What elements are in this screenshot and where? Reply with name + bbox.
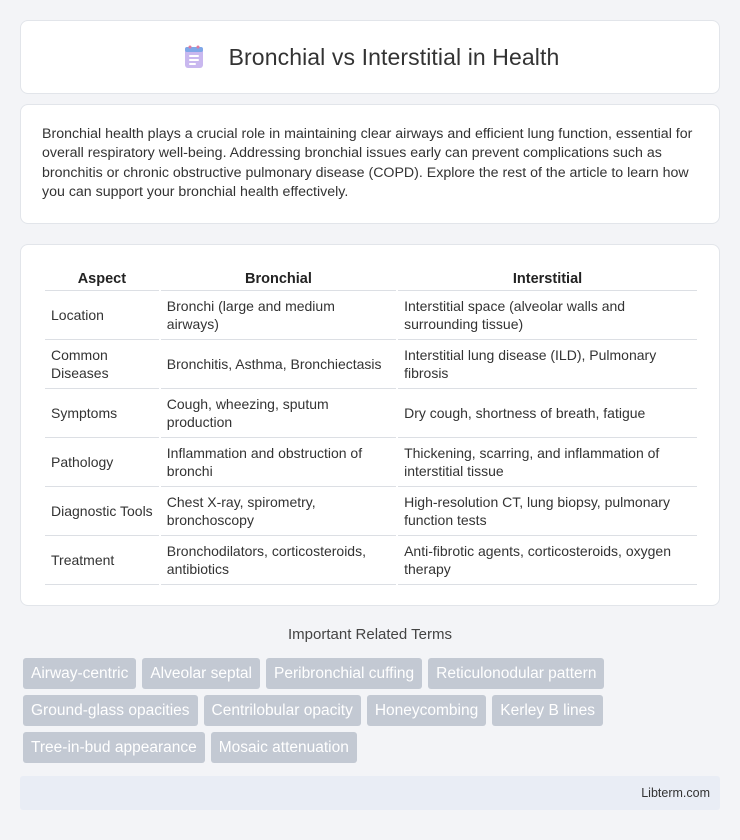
table-cell: Pathology <box>45 438 159 487</box>
related-terms-list <box>23 658 723 769</box>
table-header-row <box>45 265 697 291</box>
table-row <box>45 389 697 438</box>
table-row <box>45 340 697 389</box>
table-cell: Anti-fibrotic agents, corticosteroids, oxygen therapy <box>398 536 697 585</box>
footer <box>20 776 720 810</box>
intro-card <box>20 104 720 224</box>
column-header: Aspect <box>45 265 159 291</box>
table-cell: Chest X-ray, spirometry, bronchoscopy <box>161 487 396 536</box>
term-tag[interactable]: Reticulonodular pattern <box>428 658 604 689</box>
table-cell: Bronchitis, Asthma, Bronchiectasis <box>161 340 396 389</box>
term-tag[interactable]: Peribronchial cuffing <box>266 658 422 689</box>
column-header: Bronchial <box>161 265 396 291</box>
table-cell: Common Diseases <box>45 340 159 389</box>
table-cell: Bronchi (large and medium airways) <box>161 291 396 340</box>
table-cell: Diagnostic Tools <box>45 487 159 536</box>
table-cell: Symptoms <box>45 389 159 438</box>
table-cell: Interstitial space (alveolar walls and surrounding tissue) <box>398 291 697 340</box>
term-tag[interactable]: Airway-centric <box>23 658 136 689</box>
table-row <box>45 438 697 487</box>
term-tag[interactable]: Centrilobular opacity <box>204 695 361 726</box>
comparison-table-card <box>20 244 720 606</box>
column-header: Interstitial <box>398 265 697 291</box>
table-cell: Dry cough, shortness of breath, fatigue <box>398 389 697 438</box>
related-terms-title: Important Related Terms <box>288 626 452 643</box>
table-cell: Thickening, scarring, and inflammation of interstitial tissue <box>398 438 697 487</box>
term-tag[interactable]: Kerley B lines <box>492 695 603 726</box>
table-cell: Cough, wheezing, sputum production <box>161 389 396 438</box>
footer-site-link[interactable]: Libterm.com <box>641 786 710 800</box>
term-tag[interactable]: Tree-in-bud appearance <box>23 732 205 763</box>
header-card <box>20 20 720 94</box>
page-title: Bronchial vs Interstitial in Health <box>228 43 560 70</box>
notebook-icon <box>181 44 207 70</box>
comparison-table <box>43 265 699 585</box>
table-cell: Inflammation and obstruction of bronchi <box>161 438 396 487</box>
table-row <box>45 487 697 536</box>
table-cell: Location <box>45 291 159 340</box>
term-tag[interactable]: Ground-glass opacities <box>23 695 198 726</box>
intro-text: Bronchial health plays a crucial role in maintaining clear airways and efficient lung function, essential for overall respiratory well-being. Addressing bronchial issues early can prevent complications such as bronchitis or chronic obstructive pulmonary disease (COPD). Explore the rest of the article to learn how you can support your bronchial health effectively. <box>42 126 693 201</box>
table-row <box>45 536 697 585</box>
term-tag[interactable]: Mosaic attenuation <box>211 732 357 763</box>
term-tag[interactable]: Alveolar septal <box>142 658 260 689</box>
term-tag[interactable]: Honeycombing <box>367 695 486 726</box>
table-cell: Treatment <box>45 536 159 585</box>
table-cell: Bronchodilators, corticosteroids, antibiotics <box>161 536 396 585</box>
table-cell: Interstitial lung disease (ILD), Pulmonary fibrosis <box>398 340 697 389</box>
table-row <box>45 291 697 340</box>
table-cell: High-resolution CT, lung biopsy, pulmonary function tests <box>398 487 697 536</box>
